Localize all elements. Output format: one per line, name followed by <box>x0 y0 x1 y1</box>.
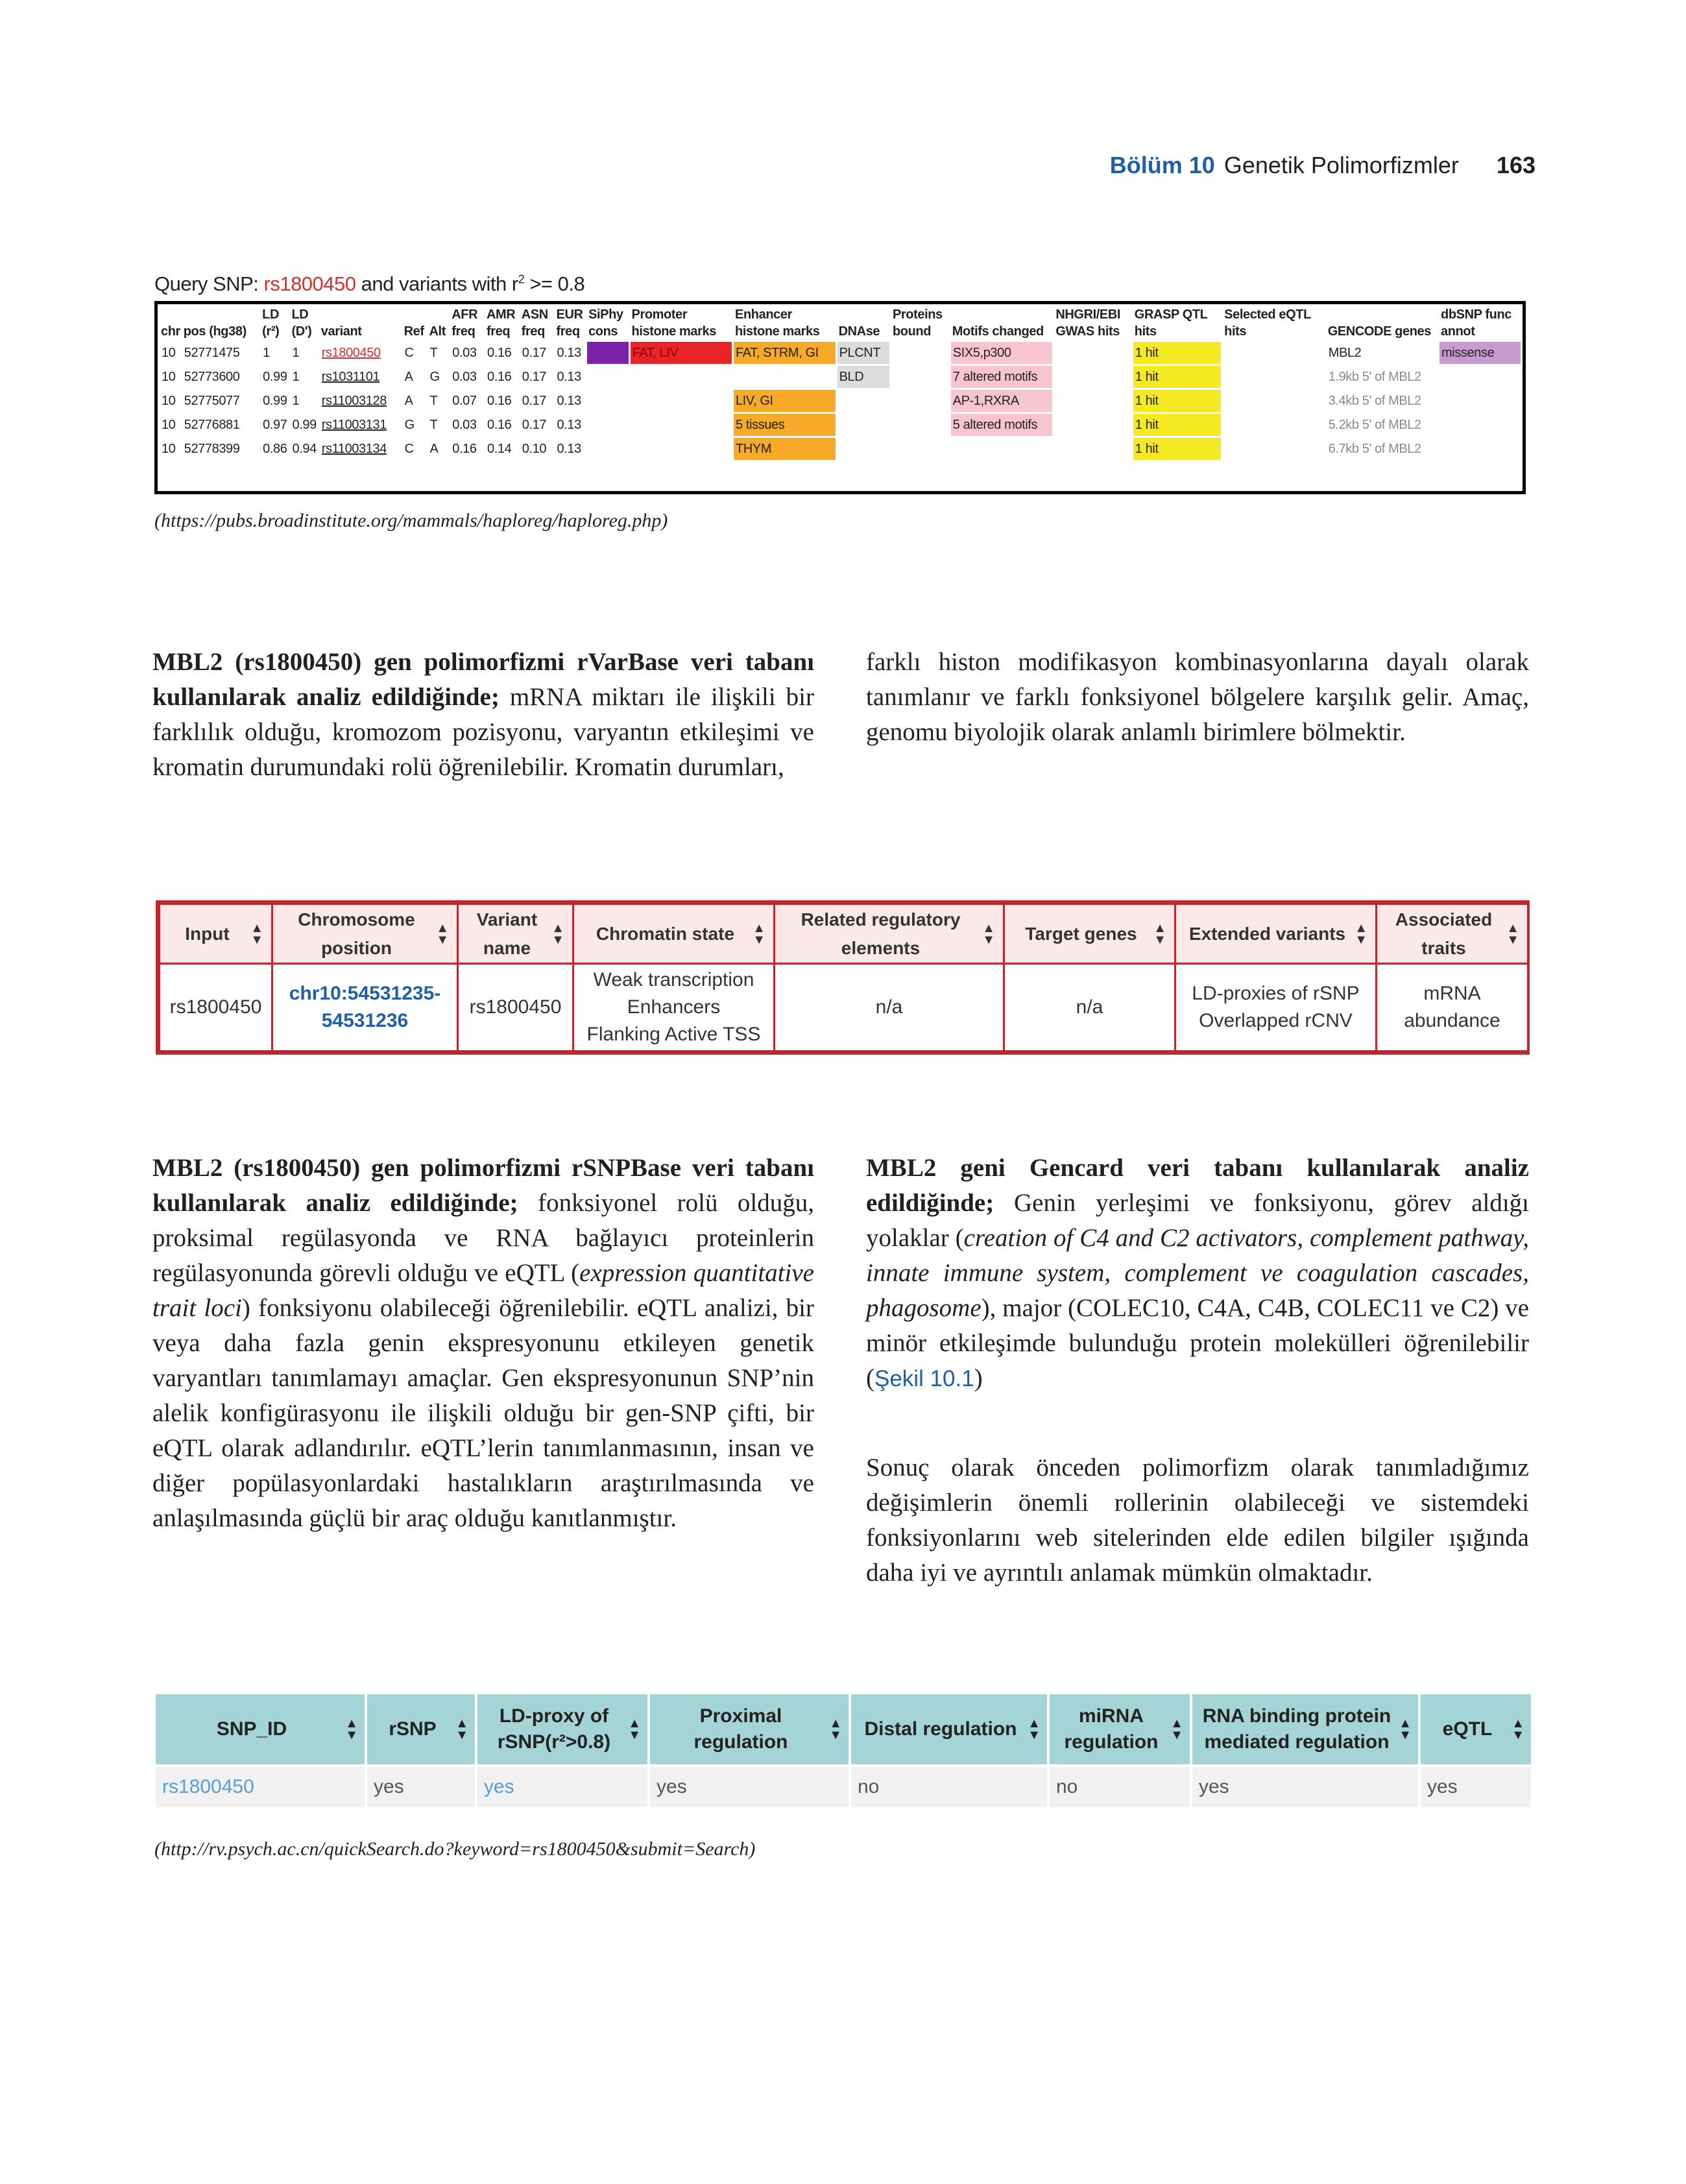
haploreg-cell <box>891 438 949 460</box>
paragraph-gencard-italic: creation of C4 and C2 activators, complement pathway, innate immune system, complement ve coagulation cascades, phagosome <box>866 1224 1529 1322</box>
haploreg-cell: 52776881 <box>184 417 240 432</box>
rsnpbase-col-header[interactable] <box>477 1694 647 1764</box>
rsnpbase-caption: (http://rv.psych.ac.cn/quickSearch.do?keyword=rs1800450&submit=Search) <box>154 1838 756 1860</box>
sort-arrows-icon[interactable]: ▲ ▼ <box>436 920 449 947</box>
rsnpbase-row <box>156 1767 1531 1807</box>
haploreg-variant-link[interactable]: rs1031101 <box>321 369 380 384</box>
haploreg-cell: FAT, LIV <box>631 342 732 364</box>
sort-arrows-icon[interactable]: ▲ ▼ <box>1170 1716 1183 1742</box>
haploreg-cell: 0.16 <box>487 345 512 360</box>
haploreg-cell: 0.17 <box>522 393 547 408</box>
haploreg-variant-link[interactable]: rs1800450 <box>321 345 381 360</box>
haploreg-cell: 0.17 <box>522 345 547 360</box>
sort-arrows-icon[interactable]: ▲ ▼ <box>1399 1716 1412 1742</box>
haploreg-col-header: DNAse <box>838 324 880 339</box>
chapter-label: Bölüm 10 <box>1109 152 1215 178</box>
rsnpbase-col-header[interactable] <box>156 1694 365 1764</box>
paragraph-gencard-text3: ) <box>974 1364 983 1392</box>
chromatin-state-3: Flanking Active TSS <box>586 1024 761 1045</box>
haploreg-cell: 3.4kb 5' of MBL2 <box>1328 393 1421 408</box>
haploreg-header-row <box>160 306 1521 340</box>
rvarbase-col-label: Variant name <box>476 909 538 958</box>
haploreg-cell: 0.16 <box>452 441 477 456</box>
haploreg-cell <box>631 414 732 436</box>
haploreg-cell: 5 tissues <box>734 414 836 436</box>
paragraph-gencard-lead: MBL2 geni Gencard veri tabanı kullanılarak analiz edildiğinde; <box>866 1154 1529 1217</box>
haploreg-cell <box>1054 438 1131 460</box>
rsnpbase-col-header[interactable] <box>1050 1694 1190 1764</box>
paragraph-rsnpbase <box>152 1151 814 1536</box>
haploreg-cell <box>891 390 949 412</box>
haploreg-cell <box>1054 366 1131 388</box>
rvarbase-col-label: Extended variants <box>1188 923 1346 944</box>
haploreg-cell: 10 <box>162 417 176 432</box>
haploreg-cell <box>587 342 628 364</box>
haploreg-cell: 0.13 <box>557 393 581 408</box>
haploreg-col-header: Enhancer histone marks <box>735 307 820 339</box>
haploreg-body <box>160 342 1521 460</box>
rsnpbase-link-cell[interactable]: yes <box>477 1767 647 1807</box>
rsnpbase-col-header[interactable] <box>851 1694 1047 1764</box>
haploreg-cell: 0.16 <box>487 393 512 408</box>
haploreg-col-header: ASN freq <box>521 307 548 339</box>
haploreg-cell: 0.17 <box>522 417 547 432</box>
paragraph-rvarbase-text: mRNA miktarı ile ilişkili bir farklılık olduğu, kromozom pozisyonu, varyantın etkileşimi ve kromatin durumundaki rolü öğrenilebilir. Kromatin durumları, <box>152 683 814 781</box>
rsnpbase-col-label: LD-proxy of rSNP(r²>0.8) <box>497 1705 611 1753</box>
haploreg-cell: missense <box>1439 342 1521 364</box>
haploreg-col-header: LD (r²) <box>262 307 280 339</box>
rsnpbase-col-label: RNA binding protein mediated regulation <box>1202 1705 1391 1753</box>
paragraph-rsnpbase-text1: fonksiyonel rolü olduğu, proksimal regülasyonda ve RNA bağlayıcı proteinlerin regülasyonunda görevli olduğu ve eQTL ( <box>152 1189 814 1287</box>
haploreg-cell: C <box>404 441 414 456</box>
haploreg-cell: 5.2kb 5' of MBL2 <box>1328 417 1421 432</box>
haploreg-col-header: AFR freq <box>452 307 478 339</box>
haploreg-cell: 0.86 <box>263 441 287 456</box>
haploreg-col-header: Alt <box>429 324 446 339</box>
rsnpbase-col-header[interactable] <box>650 1694 849 1764</box>
haploreg-cell: 0.13 <box>557 369 581 384</box>
haploreg-cell: 1 hit <box>1133 342 1221 364</box>
rvarbase-traits <box>1377 964 1528 1051</box>
rsnpbase-table <box>153 1692 1531 1806</box>
paragraph-chromatin: farklı histon modifikasyon kombinasyonlarına dayalı olarak tanımlanır ve farklı fonksiyonel bölgelere karşılık gelir. Amaç, genomu biyolojik olarak anlamlı birimlere bölmektir. <box>866 648 1529 746</box>
haploreg-col-header: Proteins bound <box>892 307 943 339</box>
rvarbase-col-header[interactable] <box>458 904 573 964</box>
haploreg-cell: THYM <box>734 438 836 460</box>
rvarbase-col-label: Target genes <box>1025 923 1137 944</box>
haploreg-cell: 0.03 <box>452 369 477 384</box>
haploreg-cell: 10 <box>162 345 176 360</box>
haploreg-cell: 0.17 <box>522 369 547 384</box>
paragraph-gencard <box>866 1151 1529 1397</box>
extended-variant-2: Overlapped rCNV <box>1199 1010 1353 1031</box>
haploreg-cell <box>587 414 628 436</box>
haploreg-col-header: Promoter histone marks <box>631 307 716 339</box>
paragraph-rsnpbase-italic: expression quantitative trait loci <box>152 1259 814 1322</box>
rvarbase-target: n/a <box>1004 964 1175 1051</box>
rvarbase-col-label: Associated traits <box>1395 909 1493 958</box>
paragraph-rvarbase <box>152 645 814 785</box>
paragraph-rsnpbase-lead: MBL2 (rs1800450) gen polimorfizmi rSNPBase veri tabanı kullanılarak analiz edildiğinde; <box>152 1154 814 1217</box>
haploreg-col-header: LD (D') <box>291 307 312 339</box>
chromatin-state-2: Enhancers <box>627 996 721 1018</box>
haploreg-col-header: NHGRI/EBI GWAS hits <box>1055 307 1121 339</box>
rvarbase-col-label: Chromatin state <box>596 923 735 944</box>
haploreg-cell <box>1439 390 1521 412</box>
sort-arrows-icon[interactable]: ▲ ▼ <box>829 1716 842 1742</box>
haploreg-col-header: SiPhy cons <box>588 307 623 339</box>
sort-arrows-icon[interactable]: ▲ ▼ <box>455 1716 468 1742</box>
sort-arrows-icon[interactable]: ▲ ▼ <box>982 920 995 947</box>
rsnpbase-cell: yes <box>367 1767 475 1807</box>
haploreg-cell: 1 <box>263 345 270 360</box>
rsnpbase-link-cell[interactable]: rs1800450 <box>156 1767 365 1807</box>
haploreg-cell <box>837 390 889 412</box>
haploreg-col-header: Motifs changed <box>952 324 1044 339</box>
figure-reference-link[interactable]: Şekil 10.1 <box>874 1366 974 1391</box>
rvarbase-col-header[interactable] <box>1377 904 1528 964</box>
haploreg-cell <box>631 390 732 412</box>
rvarbase-table <box>156 900 1530 1055</box>
rsnpbase-col-label: eQTL <box>1442 1718 1493 1740</box>
haploreg-cell: T <box>429 345 438 360</box>
running-header <box>1110 152 1535 179</box>
haploreg-table <box>154 301 1526 494</box>
haploreg-cell: 0.07 <box>452 393 477 408</box>
rsnpbase-col-label: SNP_ID <box>216 1718 287 1740</box>
haploreg-col-header: dbSNP func annot <box>1441 307 1512 339</box>
rvarbase-regulatory: n/a <box>775 964 1004 1051</box>
rvarbase-chromatin <box>573 964 775 1051</box>
rvarbase-col-header[interactable] <box>1175 904 1377 964</box>
rsnpbase-col-header[interactable] <box>1421 1694 1531 1764</box>
paragraph-gencard-text2: ), major (COLEC10, C4A, C4B, COLEC11 ve C2) ve minör etkileşimde bulunduğu protein molekülleri öğrenilebilir ( <box>866 1294 1529 1392</box>
haploreg-cell: SIX5,p300 <box>951 342 1053 364</box>
haploreg-cell <box>891 366 949 388</box>
haploreg-cell: MBL2 <box>1328 345 1362 360</box>
rsnpbase-col-header[interactable] <box>367 1694 475 1764</box>
rvarbase-col-label: Chromosome position <box>298 909 415 958</box>
trait-line-1: mRNA <box>1423 983 1481 1004</box>
haploreg-cell: 0.99 <box>292 417 317 432</box>
haploreg-cell: 0.13 <box>557 345 581 360</box>
page-number: 163 <box>1496 152 1535 178</box>
haploreg-cell <box>1439 414 1521 436</box>
haploreg-cell: 0.10 <box>522 441 547 456</box>
haploreg-cell <box>1223 414 1325 436</box>
haploreg-cell: 1 hit <box>1133 414 1221 436</box>
haploreg-cell: LIV, GI <box>734 390 836 412</box>
haploreg-cell: AP-1,RXRA <box>951 390 1053 412</box>
haploreg-row <box>160 438 1521 460</box>
haploreg-cell: BLD <box>837 366 889 388</box>
rsnpbase-cell: no <box>851 1767 1047 1807</box>
haploreg-cell: 6.7kb 5' of MBL2 <box>1328 441 1421 456</box>
haploreg-cell: 52775077 <box>184 393 240 408</box>
haploreg-cell <box>734 366 836 388</box>
haploreg-cell: T <box>429 393 438 408</box>
chapter-title: Genetik Polimorfizmler <box>1223 152 1459 178</box>
haploreg-cell <box>1223 366 1325 388</box>
sort-arrows-icon[interactable]: ▲ ▼ <box>1355 920 1367 947</box>
rsnpbase-col-header[interactable] <box>1192 1694 1418 1764</box>
haploreg-cell <box>837 414 889 436</box>
haploreg-cell <box>891 414 949 436</box>
rsnpbase-col-label: miRNA regulation <box>1064 1705 1159 1753</box>
sort-arrows-icon[interactable]: ▲ ▼ <box>1028 1716 1041 1742</box>
haploreg-cell: 1 hit <box>1133 366 1221 388</box>
haploreg-cell <box>1223 438 1325 460</box>
haploreg-cell <box>1223 342 1325 364</box>
paragraph-rsnpbase-text2: ) fonksiyonu olabileceği öğrenilebilir. eQTL analizi, bir veya daha fazla genin ekspresyonunu etkileyen genetik varyantları tanımlamayı amaçlar. Gen ekspresyonunun SNP’nin alelik konfigürasyonu ile ilişkili olduğu bir gen-SNP çifti, bir eQTL olarak adlandırılır. eQTL’lerin tanımlanmasının, insan ve diğer popülasyonlardaki hastalıkların araştırılmasında ve anlaşılmasında güçlü bir araç olduğu kanıtlanmıştır. <box>152 1294 815 1532</box>
haploreg-cell: 10 <box>162 369 176 384</box>
haploreg-col-header: variant <box>320 324 362 339</box>
haploreg-col-header: GENCODE genes <box>1327 324 1431 339</box>
haploreg-cell: 0.16 <box>487 417 512 432</box>
rvarbase-header-row <box>160 904 1528 964</box>
trait-line-2: abundance <box>1404 1010 1500 1031</box>
rvarbase-variant: rs1800450 <box>458 964 573 1051</box>
haploreg-cell <box>1223 390 1325 412</box>
haploreg-cell: 1.9kb 5' of MBL2 <box>1328 369 1421 384</box>
query-sup: 2 <box>518 272 525 286</box>
haploreg-col-header: GRASP QTL hits <box>1134 307 1208 339</box>
rsnpbase-cell: yes <box>650 1767 849 1807</box>
haploreg-cell <box>587 366 628 388</box>
rvarbase-col-label: Input <box>185 923 230 944</box>
haploreg-cell: 0.13 <box>557 441 581 456</box>
haploreg-cell <box>587 438 628 460</box>
haploreg-cell <box>1439 366 1521 388</box>
haploreg-cell <box>837 438 889 460</box>
rsnpbase-col-label: Distal regulation <box>864 1718 1017 1740</box>
query-end: >= 0.8 <box>524 272 585 295</box>
haploreg-col-header: AMR freq <box>487 307 516 339</box>
haploreg-col-header: Ref <box>403 324 424 339</box>
haploreg-cell <box>1054 342 1131 364</box>
rvarbase-extended <box>1175 964 1377 1051</box>
haploreg-cell: 52778399 <box>184 441 240 456</box>
haploreg-variant-link[interactable]: rs11003131 <box>321 417 387 432</box>
haploreg-cell: G <box>429 369 440 384</box>
haploreg-cell: 0.03 <box>452 417 477 432</box>
haploreg-cell: 0.97 <box>263 417 287 432</box>
haploreg-cell: 10 <box>162 393 176 408</box>
haploreg-cell <box>631 438 732 460</box>
sort-arrows-icon[interactable]: ▲ ▼ <box>753 920 765 947</box>
haploreg-cell: 1 hit <box>1133 390 1221 412</box>
haploreg-cell: T <box>429 417 438 432</box>
haploreg-caption: (https://pubs.broadinstitute.org/mammals/haploreg/haploreg.php) <box>154 510 668 531</box>
haploreg-variant-link[interactable]: rs11003134 <box>321 441 387 456</box>
haploreg-cell: 0.94 <box>292 441 317 456</box>
haploreg-cell: 5 altered motifs <box>951 414 1053 436</box>
rsnpbase-col-label: rSNP <box>389 1718 437 1740</box>
haploreg-cell: 0.99 <box>263 369 287 384</box>
sort-arrows-icon[interactable]: ▲ ▼ <box>628 1716 641 1742</box>
haploreg-cell: 7 altered motifs <box>951 366 1053 388</box>
haploreg-cell: FAT, STRM, GI <box>734 342 836 364</box>
haploreg-cell: 1 <box>292 369 300 384</box>
haploreg-cell: 52773600 <box>184 369 240 384</box>
query-prefix: Query SNP: <box>154 272 264 295</box>
haploreg-cell: PLCNT <box>837 342 889 364</box>
rvarbase-col-label: Related regulatory elements <box>801 909 961 958</box>
haploreg-cell: A <box>404 393 413 408</box>
haploreg-cell: A <box>404 369 413 384</box>
haploreg-cell: 0.14 <box>487 441 512 456</box>
rvarbase-col-header[interactable] <box>775 904 1004 964</box>
paragraph-gencard-text1: Genin yerleşimi ve fonksiyonu, görev aldığı yolaklar ( <box>866 1189 1529 1252</box>
haploreg-cell <box>951 438 1053 460</box>
haploreg-cell: 1 <box>292 345 300 360</box>
haploreg-cell: 10 <box>162 441 176 456</box>
haploreg-cell <box>587 390 628 412</box>
haploreg-cell: 0.99 <box>263 393 287 408</box>
haploreg-cell <box>1439 438 1521 460</box>
haploreg-cell <box>891 342 949 364</box>
haploreg-cell: 52771475 <box>184 345 240 360</box>
rvarbase-col-header[interactable] <box>160 904 272 964</box>
haploreg-query-line <box>154 272 584 296</box>
haploreg-col-header: EUR freq <box>556 307 583 339</box>
haploreg-cell: 0.13 <box>557 417 581 432</box>
rvarbase-col-header[interactable] <box>1004 904 1175 964</box>
rsnpbase-col-label: Proximal regulation <box>693 1705 788 1753</box>
rvarbase-col-header[interactable] <box>573 904 775 964</box>
sort-arrows-icon[interactable]: ▲ ▼ <box>1506 920 1519 947</box>
haploreg-cell <box>631 366 732 388</box>
haploreg-col-header: chr <box>161 324 180 339</box>
sort-arrows-icon[interactable]: ▲ ▼ <box>551 920 564 947</box>
haploreg-col-header: Selected eQTL hits <box>1224 307 1311 339</box>
haploreg-cell: 1 hit <box>1133 438 1221 460</box>
haploreg-cell: G <box>404 417 415 432</box>
haploreg-cell: 0.03 <box>452 345 477 360</box>
rvarbase-chrom-link[interactable]: chr10:54531235-54531236 <box>272 964 458 1051</box>
haploreg-row <box>160 342 1521 364</box>
rsnpbase-header-row <box>156 1694 1531 1764</box>
rsnpbase-cell: no <box>1050 1767 1190 1807</box>
rvarbase-row <box>160 964 1528 1051</box>
rvarbase-col-header[interactable] <box>272 904 458 964</box>
haploreg-cell <box>1054 390 1131 412</box>
haploreg-cell: 0.16 <box>487 369 512 384</box>
sort-arrows-icon[interactable]: ▲ ▼ <box>250 920 263 947</box>
haploreg-row <box>160 366 1521 388</box>
sort-arrows-icon[interactable]: ▲ ▼ <box>1153 920 1166 947</box>
haploreg-cell: A <box>429 441 439 456</box>
paragraph-rvarbase-lead: MBL2 (rs1800450) gen polimorfizmi rVarBase veri tabanı kullanılarak analiz edildiğinde; <box>152 648 814 711</box>
haploreg-row <box>160 390 1521 412</box>
sort-arrows-icon[interactable]: ▲ ▼ <box>345 1716 358 1742</box>
query-suffix: and variants with r <box>355 272 518 295</box>
rsnpbase-cell: yes <box>1192 1767 1418 1807</box>
haploreg-col-header: pos (hg38) <box>183 324 247 339</box>
haploreg-row <box>160 414 1521 436</box>
rsnpbase-cell: yes <box>1421 1767 1531 1807</box>
haploreg-variant-link[interactable]: rs11003128 <box>321 393 387 408</box>
sort-arrows-icon[interactable]: ▲ ▼ <box>1511 1716 1524 1742</box>
haploreg-cell: 1 <box>292 393 300 408</box>
haploreg-cell: C <box>404 345 414 360</box>
chromatin-state-1: Weak transcription <box>593 969 754 990</box>
paragraph-conclusion: Sonuç olarak önceden polimorfizm olarak tanımladığımız değişimlerin önemli rollerinin olabileceği ve sistemdeki fonksiyonlarını web sitelerinden elde edilen bilgiler ışığında daha iyi ve ayrıntılı anlamak mümkün olmaktadır. <box>866 1454 1529 1587</box>
query-snp-link[interactable]: rs1800450 <box>263 272 356 295</box>
haploreg-cell <box>1054 414 1131 436</box>
rvarbase-input: rs1800450 <box>160 964 272 1051</box>
extended-variant-1: LD-proxies of rSNP <box>1192 983 1360 1004</box>
